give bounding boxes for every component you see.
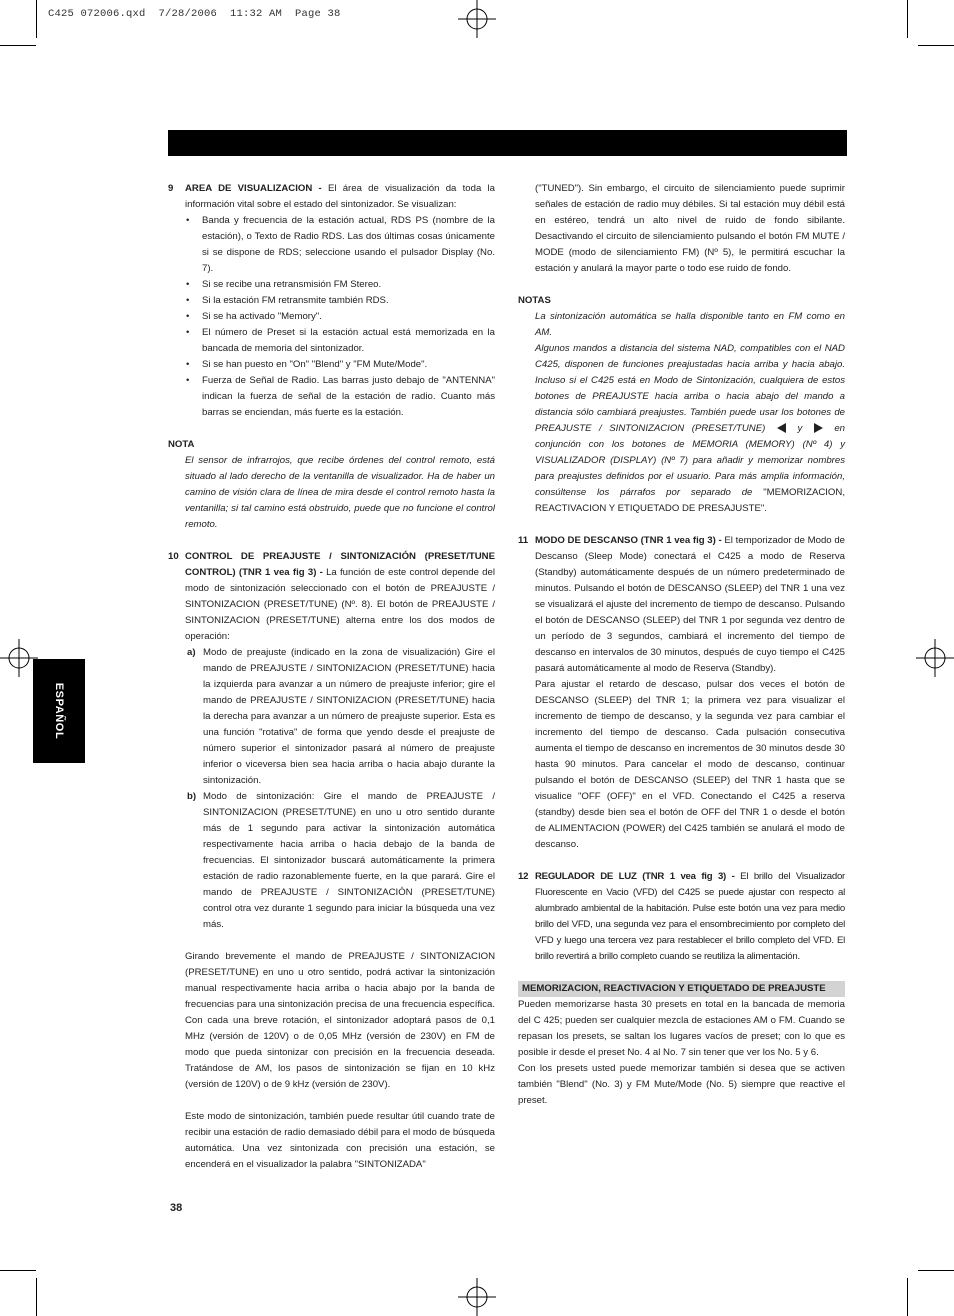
crop-mark <box>36 1278 37 1316</box>
language-tab <box>33 659 85 763</box>
section-heading-memorizacion: MEMORIZACION, REACTIVACION Y ETIQUETADO DE PREAJUSTE <box>518 981 845 997</box>
section-text: El brillo del Visualizador Fluorescente en Vacio (VFD) del C425 se puede ajustar con respecto al alumbrado ambiental de la habitación. Pulse este botón una vez para medio brillo del VFD, una segunda vez para el ensombrecimiento por completo del VFD y luego una tercera vez para restablecer el brillo completo del VFD. El brillo revertirá a brillo completo cuando se reutiliza la alimentación. <box>535 871 845 962</box>
list-item: • Si se han puesto en "On" "Blend" y "FM Mute/Mode". <box>168 357 495 373</box>
section-11 <box>518 533 845 677</box>
notas-heading: NOTAS <box>518 295 551 306</box>
section-title: REGULADOR DE LUZ (TNR 1 vea fig 3) - <box>535 871 735 882</box>
nota-heading: NOTA <box>168 439 195 450</box>
notas-text-part: Algunos mandos a distancia del sistema NAD, compatibles con el NAD C425, disponen de funciones preajustadas hacia arriba y hacia abajo. Incluso si el C425 está en Modo de Sintonización, cualquiera de estos botones de PREAJUSTE hacia arriba o hacia abajo del mando a distancia sólo cambiará preajustes. También puede usar los botones de PREAJUSTE / SINTONIZACION (PRESET/TUNE) <box>535 343 845 434</box>
section-title: CONTROL DE PREAJUSTE / SINTONIZACIÓN (PRESET/TUNE CONTROL) (TNR 1 vea fig 3) - <box>185 551 495 578</box>
printer-slug: C425 072006.qxd 7/28/2006 11:32 AM Page 38 <box>48 8 341 20</box>
registration-mark-icon <box>458 0 496 38</box>
section-text: El temporizador de Modo de Descanso (Sleep Mode) conectará el C425 a modo de Reserva (Standby) automáticamente después de un número predeterminado de minutos. Pulsando el botón de DESCANSO (SLEEP) del TNR 1 una vez se visualizará el ajuste del incremento de tiempo de descanso. Pulsando el botón de DESCANSO (SLEEP) del TNR 1 por segunda vez dentro de un período de 3 segundos, cambiará el incremento del tiempo de descanso en intervalos de 30 minutos, después de cuyo tiempo el C425 pasará automáticamente al modo de Reserva (Standby). <box>535 535 845 674</box>
paragraph: Girando brevemente el mando de PREAJUSTE / SINTONIZACION (PRESET/TUNE) en uno u otro sentido, podrá activar la sintonización manual respectivamente hacia arriba o hacia abajo por la banda de frecuencias para una sintonización precisa de una frecuencia específica. Con cada una breve rotación, el sintonizador adoptará pasos de 0,1 MHz (versión de 120V) o de 0,05 MHz (versión de 230V) en FM de modo que pueda sintonizar con precisión en la frecuencia deseada. Tratándose de AM, los pasos de sintonización se fijan en 10 kHz (versión de 120V) o de 9 kHz (versión de 230V). <box>185 951 495 1090</box>
list-item: • El número de Preset si la estación actual está memorizada en la bancada de memoria del sintonizador. <box>168 325 495 357</box>
right-triangle-icon <box>814 423 823 433</box>
list-item: • Fuerza de Señal de Radio. Las barras justo debajo de "ANTENNA" indican la fuerza de señal de la estación de radio. Cuanto más barras se enciendan, más fuerte es la estación. <box>168 373 495 421</box>
sub-item-a <box>168 645 495 789</box>
sub-item-label: a) <box>187 647 196 658</box>
section-9 <box>168 181 495 213</box>
paragraph: Este modo de sintonización, también puede resultar útil cuando trate de recibir una estación de radio demasiado débil para el modo de búsqueda automática. Una vez sintonizada con precisión una estación, se encenderá en el visualizador la palabra "SINTONIZADA" <box>185 1111 495 1170</box>
registration-mark-icon <box>916 639 954 677</box>
section-12 <box>518 869 845 965</box>
sub-item-text: Modo de preajuste (indicado en la zona de visualización) Gire el mando de PREAJUSTE / SINTONIZACION (PRESET/TUNE) hacia la izquierda para avanzar a un número de preajuste inferior; gire el mando de PREAJUSTE / SINTONIZACION (PRESET/TUNE) hacia la derecha para avanzar a un número de preajuste superior. Esta es una función "rotativa" de forma que yendo desde el preajuste de número superior el sintonizador pasará al número de preajuste inferior o viceversa bien sea hacia arriba o hacia abajo durante la sintonización. <box>203 647 495 786</box>
section-title: AREA DE VISUALIZACION - <box>185 183 322 194</box>
notas-text-part: "MEMORIZACION, REACTIVACION Y ETIQUETADO DE PRESAJUSTE". <box>535 487 845 514</box>
notas-conjunction: y <box>797 423 803 434</box>
crop-mark <box>918 1270 954 1271</box>
section-number: 12 <box>518 871 529 882</box>
list-item: • Si se recibe una retransmisión FM Stereo. <box>168 277 495 293</box>
paragraph: Para ajustar el retardo de descaso, pulsar dos veces el botón de DESCANSO (SLEEP) del TNR 1; la primera vez para visualizar el incremento de tiempo de descanso, y la segunda vez para cambiar el incremento del tiempo de descanso. Cada pulsación consecutiva aumenta el tiempo de descanso en incrementos de 30 minutos desde 30 hasta 90 minutos. Para cancelar el modo de descanso, continuar pulsando el botón de DESCANSO (SLEEP) del TNR 1 hasta que se visualice "OFF (OFF)" en el VFD. Conectando el C425 a reserva (standby) desde bien sea el botón de OFF del TNR 1 o desde el botón de ALIMENTACION (POWER) del C425 también se anulará el modo de descanso. <box>535 679 845 850</box>
crop-mark <box>907 0 908 38</box>
sub-item-label: b) <box>187 791 197 802</box>
registration-mark-icon <box>458 1278 496 1316</box>
page-number: 38 <box>170 1202 183 1214</box>
paragraph-continued: ("TUNED"). Sin embargo, el circuito de silenciamiento puede suprimir señales de estación de radio muy débiles. Si tal estación muy débil está en estéreo, tendrá un alto nivel de ruido de fondo sibilante. Desactivando el circuito de silenciamiento pulsando el botón FM MUTE / MODE (modo de silenciamiento FM) (Nº 5), le permitirá escuchar la estación y anulará la mayor parte o todo ese ruido de fondo. <box>535 183 845 274</box>
paragraph: Pueden memorizarse hasta 30 presets en total en la bancada de memoria del C 425; pueden ser cualquier mezcla de estaciones AM o FM. Cuando se repasan los presets, se saltan los lugares vacíos de preset; con lo que es posible ir desde el preset No. 4 al No. 7 sin tener que ver los No. 5 y 6. <box>518 999 845 1058</box>
crop-mark <box>918 45 954 46</box>
notas-text: La sintonización automática se halla disponible tanto en FM como en AM. <box>535 311 845 338</box>
paragraph: Con los presets usted puede memorizar también si desea que se activen también "Blend" (No. 3) y FM Mute/Mode (No. 5) siempre que reactive el preset. <box>518 1063 845 1106</box>
section-number: 9 <box>168 183 174 194</box>
section-number: 10 <box>168 551 179 562</box>
section-intro: La función de este control depende del modo de sintonización seleccionado con el botón de PREAJUSTE / SINTONIZACION (PRESET/TUNE) (Nº. 8). El botón de PREAJUSTE / SINTONIZACION (PRESET/TUNE) alterna entre los dos modos de operación: <box>185 567 495 642</box>
nota-text: El sensor de infrarrojos, que recibe órdenes del control remoto, está situado al lado derecho de la ventanilla de visualizador. Ha de haber un camino de visión clara de línea de mira desde el control remoto hasta la ventanilla; si tal camino está obstruido, puede que no funcione el control remoto. <box>185 455 495 530</box>
right-column <box>518 181 845 1109</box>
crop-mark <box>0 45 36 46</box>
crop-mark <box>0 1270 36 1271</box>
list-item: • Banda y frecuencia de la estación actual, RDS PS (nombre de la estación), o Texto de Radio RDS. Las dos últimas cosas únicamente si se dispone de RDS; seleccione usando el pulsador Display (No. 7). <box>168 213 495 277</box>
notas-text-part: en conjunción con los botones de MEMORIA (MEMORY) (Nº 4) y VISUALIZADOR (DISPLAY) (Nº 7) para añadir y memorizar nombres para preajustes definidos por el usuario. Para más amplia información, consúltense los párrafos por separado de <box>535 423 845 498</box>
crop-mark <box>36 0 37 38</box>
notas-text <box>518 341 845 517</box>
header-bar <box>168 130 847 156</box>
list-item: • Si se ha activado "Memory". <box>168 309 495 325</box>
crop-mark <box>907 1278 908 1316</box>
section-intro: El área de visualización da toda la información vital sobre el estado del sintonizador. Se visualizan: <box>185 183 496 210</box>
sub-item-text: Modo de sintonización: Gire el mando de PREAJUSTE / SINTONIZACION (PRESET/TUNE) en uno u otro sentido durante más de 1 segundo para activar la sintonización automática respectivamente hacia arriba o hacia debajo de la banda de frecuencias. El sintonizador buscará automáticamente la primera estación de radio razonablemente fuerte, en la que parará. Gire el mando de PREAJUSTE / SINTONIZACIÓN (PRESET/TUNE) control otra vez durante 1 segundo para iniciar la búsqueda una vez más. <box>203 791 495 930</box>
left-column <box>168 181 495 1173</box>
section-title: MODO DE DESCANSO (TNR 1 vea fig 3) - <box>535 535 722 546</box>
left-triangle-icon <box>777 423 786 433</box>
section-10 <box>168 549 495 645</box>
list-item: • Si la estación FM retransmite también RDS. <box>168 293 495 309</box>
language-tab-label: ESPAÑOL <box>53 682 65 740</box>
section-number: 11 <box>518 535 529 546</box>
sub-item-b <box>168 789 495 933</box>
